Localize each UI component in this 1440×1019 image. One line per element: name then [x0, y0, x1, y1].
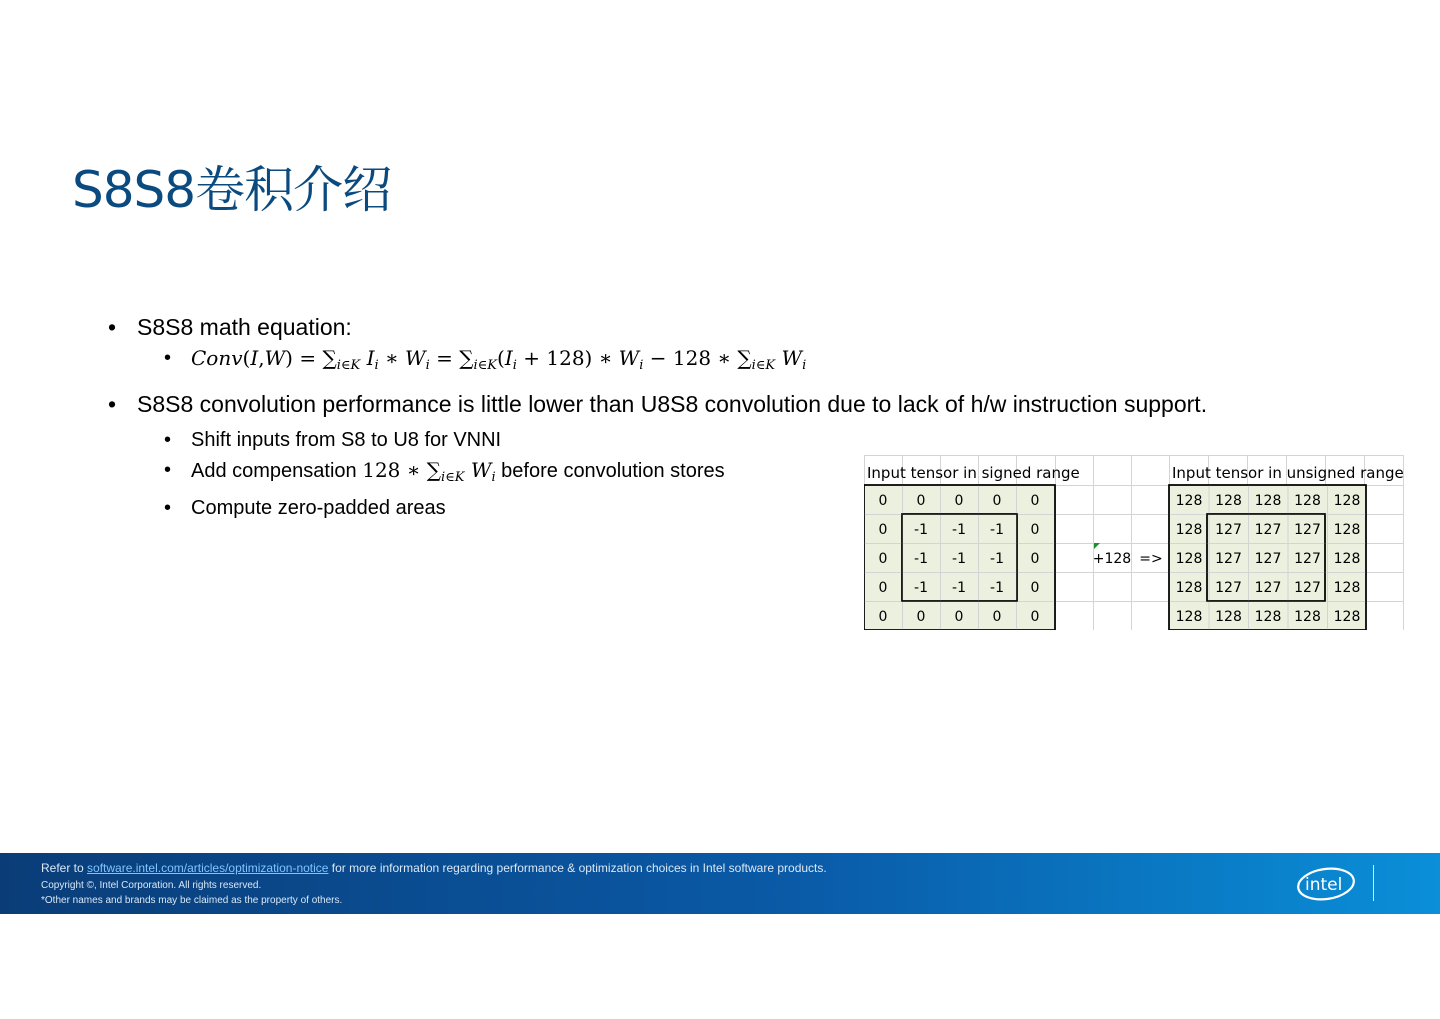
optimization-notice-link[interactable]: software.intel.com/articles/optimization-notice	[87, 861, 329, 875]
footer-refer-line	[41, 861, 827, 875]
arrow-label: =>	[1139, 551, 1163, 567]
left-cell-value: 0	[1030, 493, 1040, 509]
left-cell-value: 0	[992, 493, 1002, 509]
right-cell-value: 128	[1215, 493, 1242, 509]
left-cell-value: 0	[1030, 522, 1040, 538]
left-cell-value: -1	[914, 551, 928, 567]
right-cell-value: 128	[1333, 493, 1361, 509]
left-cell-value: 0	[878, 580, 888, 596]
tensor-figure-svg	[864, 455, 1404, 630]
left-cell-value: 0	[916, 609, 926, 625]
left-cell-value: -1	[952, 580, 966, 596]
left-cell-value: 0	[878, 551, 888, 567]
footer-trademark: *Other names and brands may be claimed as the property of others.	[41, 895, 343, 906]
left-cell-value: 0	[878, 609, 888, 625]
compensation-suffix: before convolution stores	[501, 460, 725, 482]
sub-bullet-conv-equation	[108, 343, 1288, 381]
right-cell-value: 128	[1175, 551, 1203, 567]
bullet-performance: • S8S8 convolution performance is little lower than U8S8 convolution due to lack of h/w instruction support.	[108, 389, 1288, 420]
left-cell-value: 0	[992, 609, 1002, 625]
left-cell-value: 0	[954, 609, 964, 625]
left-cell-value: 0	[916, 493, 926, 509]
right-cell-value: 128	[1215, 609, 1242, 625]
tensor-figure	[864, 455, 1404, 630]
right-cell-value: 128	[1294, 609, 1321, 625]
right-cell-value: 127	[1254, 580, 1282, 596]
footer-refer-suffix: for more information regarding performance & optimization choices in Intel software products.	[328, 861, 827, 875]
left-cell-value: -1	[990, 580, 1004, 596]
right-cell-value: 127	[1215, 522, 1242, 538]
intel-logo-icon	[1296, 865, 1358, 901]
intel-logo-text: intel	[1305, 875, 1343, 895]
left-cell-value: -1	[914, 580, 928, 596]
cell-marker	[1094, 543, 1100, 549]
right-cell-value: 128	[1333, 522, 1361, 538]
sub-bullet-zero-padded: • Compute zero-padded areas	[108, 493, 1288, 523]
compensation-prefix: Add compensation	[191, 460, 357, 482]
right-cell-value: 127	[1254, 551, 1282, 567]
right-cell-value: 127	[1294, 551, 1321, 567]
sub-bullet-shift-inputs: • Shift inputs from S8 to U8 for VNNI	[108, 425, 1288, 455]
bullet-math-equation: • S8S8 math equation:	[108, 312, 1288, 343]
left-cell-value: 0	[954, 493, 964, 509]
footer-divider	[1373, 865, 1374, 901]
right-cell-value: 127	[1215, 580, 1242, 596]
left-cell-value: -1	[952, 551, 966, 567]
right-header-label: Input tensor in unsigned range	[1172, 464, 1404, 482]
compensation-equation: 128 ∗ $\sum_{i\in K}$ $W_i$	[362, 458, 496, 485]
left-cell-value: -1	[990, 551, 1004, 567]
right-cell-value: 128	[1254, 493, 1282, 509]
right-cell-value: 128	[1175, 580, 1203, 596]
plus-128-label: +128	[1092, 551, 1132, 567]
left-cell-value: 0	[1030, 609, 1040, 625]
right-cell-value: 127	[1294, 522, 1321, 538]
left-cell-value: 0	[1030, 551, 1040, 567]
footer-copyright: Copyright ©, Intel Corporation. All rights reserved.	[41, 880, 262, 891]
left-cell-value: -1	[914, 522, 928, 538]
right-cell-value: 128	[1294, 493, 1321, 509]
right-cell-value: 128	[1333, 609, 1361, 625]
conv-equation: Conv(I,W) = $\sum_{i\in K}$ $I_i$ ∗ $W_i = \sum_{i\in K}(I_i + 128)$ ∗ $W_i - 128$ ∗ $\sum_{i\in K}$ $W_i$	[191, 346, 807, 373]
right-cell-value: 127	[1254, 522, 1282, 538]
left-cell-value: -1	[952, 522, 966, 538]
left-cell-value: 0	[878, 493, 888, 509]
left-cell-value: 0	[878, 522, 888, 538]
right-cell-value: 128	[1333, 551, 1361, 567]
slide-title: S8S8卷积介绍	[72, 161, 392, 219]
footer-bar	[0, 853, 1440, 914]
right-cell-value: 128	[1333, 580, 1361, 596]
right-cell-value: 127	[1294, 580, 1321, 596]
right-cell-value: 128	[1175, 609, 1203, 625]
left-cell-value: 0	[1030, 580, 1040, 596]
left-header-label: Input tensor in signed range	[867, 464, 1080, 482]
right-cell-value: 128	[1175, 493, 1203, 509]
left-cell-value: -1	[990, 522, 1004, 538]
right-cell-value: 127	[1215, 551, 1242, 567]
footer-refer-prefix: Refer to	[41, 861, 88, 875]
right-cell-value: 128	[1254, 609, 1282, 625]
right-cell-value: 128	[1175, 522, 1203, 538]
